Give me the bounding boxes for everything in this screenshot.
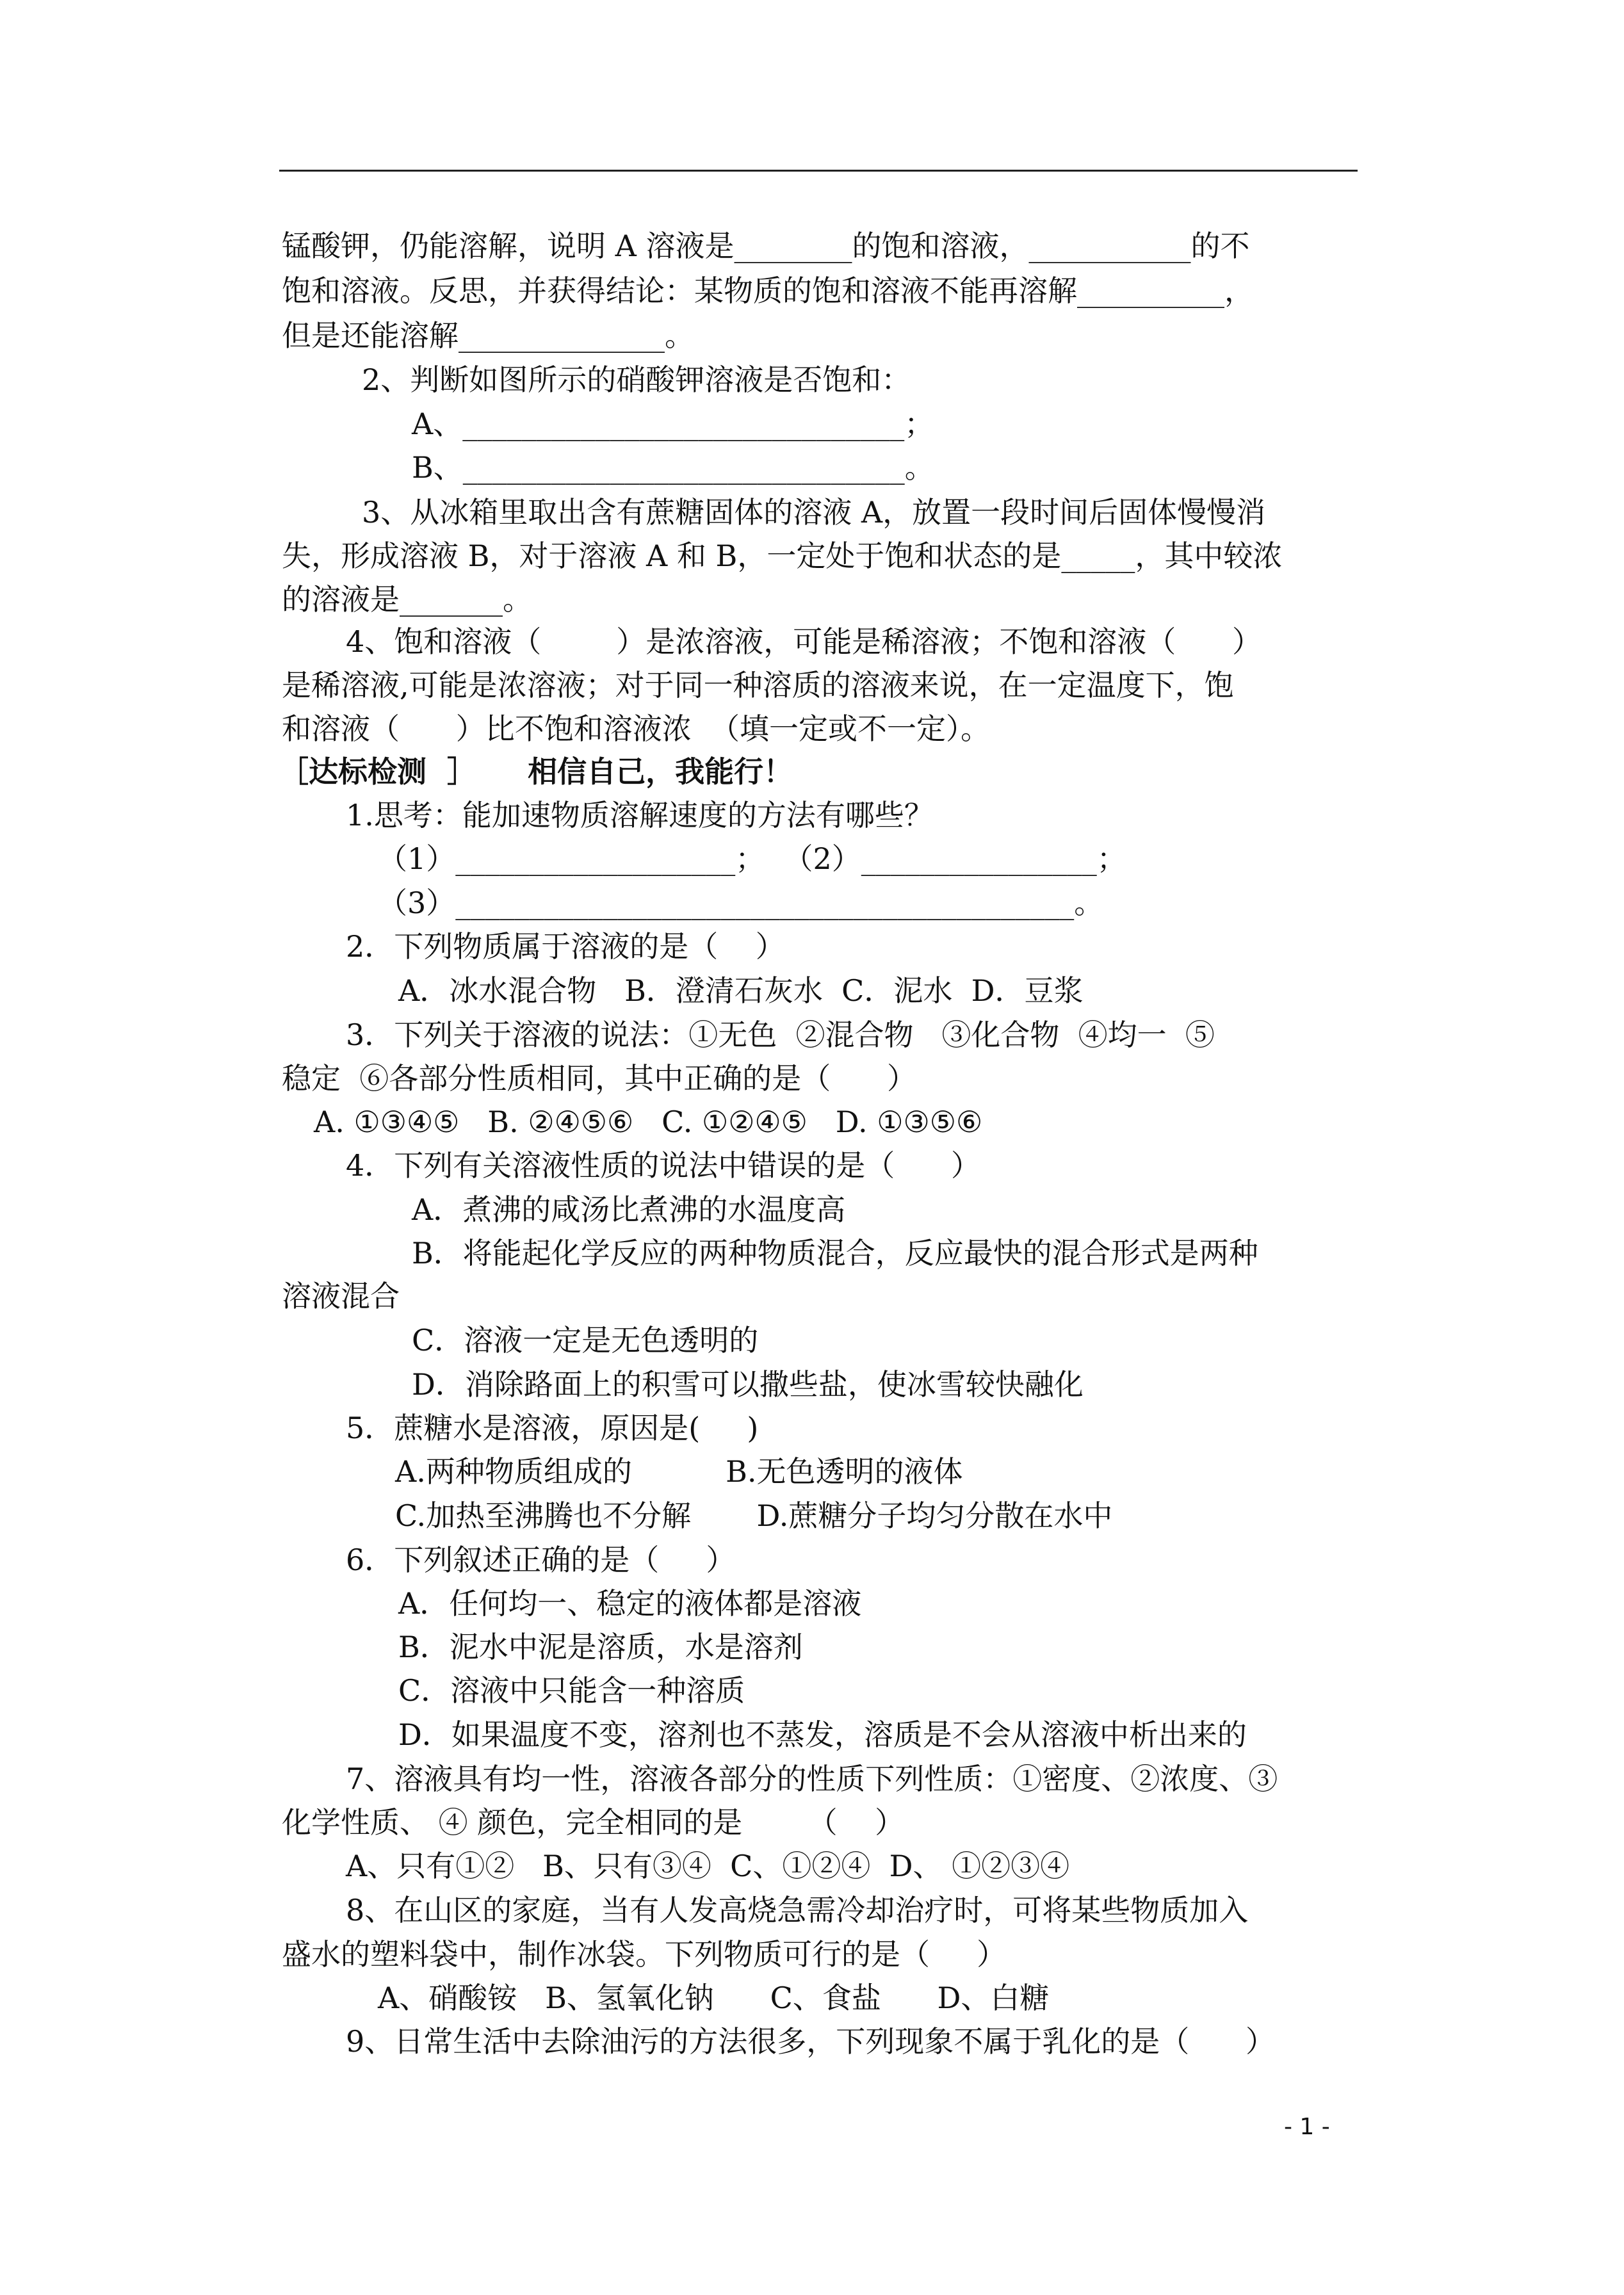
text-line: 是稀溶液,可能是浓溶液；对于同一种溶质的溶液来说，在一定温度下，饱 — [282, 668, 1234, 702]
question-text: 1.思考：能加速物质溶解速度的方法有哪些？ — [346, 798, 934, 832]
option-line: A.两种物质组成的 B.无色透明的液体 — [395, 1454, 963, 1489]
text-line: 4、饱和溶液（ ）是浓溶液，可能是稀溶液；不饱和溶液（ ） — [346, 624, 1262, 659]
question-text: 4．下列有关溶液性质的说法中错误的是（ ） — [346, 1148, 980, 1183]
option-line: A、硝酸铵 B、氢氧化钠 C、食盐 D、白糖 — [378, 1981, 1050, 2015]
option-line: C．溶液一定是无色透明的 — [412, 1323, 759, 1358]
question-text: 5．蔗糖水是溶液，原因是( ) — [346, 1411, 759, 1445]
text-line: 2、判断如图所示的硝酸钾溶液是否饱和： — [362, 362, 911, 397]
answer-line: （3）__________________________________________。 — [378, 886, 1104, 920]
option-line: D．消除路面上的积雪可以撒些盐，使冰雪较快融化 — [412, 1367, 1084, 1402]
answer-line: A、______________________________； — [412, 407, 934, 441]
text-line: 但是还能溶解______________。 — [282, 318, 694, 353]
option-line: C．溶液中只能含一种溶质 — [398, 1673, 745, 1708]
option-line: A．任何均一、稳定的液体都是溶液 — [398, 1586, 862, 1621]
page-number: - 1 - — [1284, 2114, 1330, 2140]
text-line: 锰酸钾，仍能溶解，说明 A 溶液是________的饱和溶液，___________的不 — [282, 229, 1250, 263]
text-line: 失，形成溶液 B，对于溶液 A 和 B，一定处于饱和状态的是_____，其中较浓 — [282, 539, 1283, 573]
option-line: C.加热至沸腾也不分解 D.蔗糖分子均匀分散在水中 — [395, 1498, 1113, 1533]
text-line: 和溶液（ ）比不饱和溶液浓 （填一定或不一定）。 — [282, 711, 990, 746]
question-text: 9、日常生活中去除油污的方法很多，下列现象不属于乳化的是（ ） — [346, 2024, 1275, 2059]
option-line: A、只有①② B、只有③④ C、①②④ D、 ①②③④ — [346, 1849, 1070, 1883]
option-line: 溶液混合 — [282, 1279, 400, 1313]
option-line: D．如果温度不变，溶剂也不蒸发，溶质是不会从溶液中析出来的 — [398, 1717, 1247, 1752]
question-text: 3．下列关于溶液的说法：①无色 ②混合物 ③化合物 ④均一 ⑤ — [346, 1018, 1215, 1052]
option-line: B．将能起化学反应的两种物质混合，反应最快的混合形式是两种 — [412, 1236, 1258, 1270]
header-rule — [279, 170, 1358, 172]
answer-line: （1）___________________； （2）________________； — [378, 841, 1126, 876]
option-line: A．煮沸的咸汤比煮沸的水温度高 — [412, 1192, 846, 1227]
question-text: 8、在山区的家庭，当有人发高烧急需冷却治疗时，可将某些物质加入 — [346, 1893, 1249, 1927]
question-text: 7、溶液具有均一性，溶液各部分的性质下列性质：①密度、②浓度、③ — [346, 1762, 1278, 1796]
question-text: 稳定 ⑥各部分性质相同，其中正确的是（ ） — [282, 1061, 916, 1096]
option-line: A. ①③④⑤ B. ②④⑤⑥ C. ①②④⑤ D. ①③⑤⑥ — [314, 1105, 983, 1139]
text-line: 的溶液是_______。 — [282, 582, 532, 617]
section-heading: ［达标检测 ］ 相信自己，我能行！ — [279, 754, 793, 789]
option-line: B．泥水中泥是溶质，水是溶剂 — [398, 1630, 803, 1664]
text-line: 3、从冰箱里取出含有蔗糖固体的溶液 A，放置一段时间后固体慢慢消 — [362, 495, 1266, 530]
option-line: A．冰水混合物 B．澄清石灰水 C．泥水 D．豆浆 — [398, 973, 1084, 1008]
question-text: 6．下列叙述正确的是（ ） — [346, 1543, 736, 1577]
question-text: 盛水的塑料袋中，制作冰袋。下列物质可行的是（ ） — [282, 1937, 1007, 1972]
answer-line: B、______________________________。 — [412, 450, 934, 485]
question-text: 化学性质、 ④ 颜色，完全相同的是 （ ） — [282, 1805, 905, 1840]
text-line: 饱和溶液。反思，并获得结论：某物质的饱和溶液不能再溶解__________， — [282, 273, 1254, 308]
question-text: 2．下列物质属于溶液的是（ ） — [346, 929, 785, 964]
